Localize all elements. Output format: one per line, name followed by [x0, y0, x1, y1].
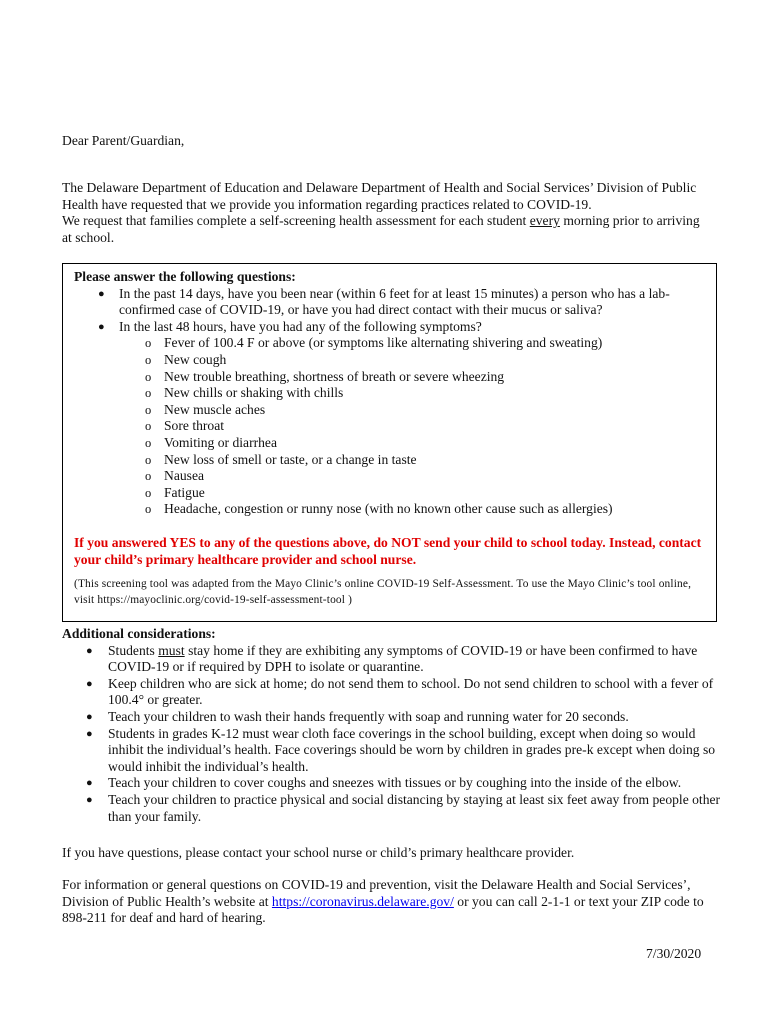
consideration-item — [62, 709, 722, 726]
consideration-text: Teach your children to wash their hands frequently with soap and running water for 20 seconds. — [108, 708, 629, 724]
consideration-text: Teach your children to practice physical and social distancing by staying at least six feet away from people other than your family. — [108, 791, 721, 824]
screening-questions-box — [62, 263, 717, 622]
circle-bullet-icon: o — [145, 419, 152, 434]
coronavirus-delaware-link[interactable]: https://coronavirus.delaware.gov/ — [271, 893, 454, 909]
symptom-text: Nausea — [164, 468, 205, 484]
circle-bullet-icon: o — [145, 435, 152, 450]
symptom-item — [119, 369, 706, 386]
symptom-text: New cough — [164, 351, 227, 367]
circle-bullet-icon: o — [145, 352, 152, 367]
info-before: For information or general questions on COVID-19 and prevention, visit the Delaware Health and Social Services’, Division of Public Health’s website at — [62, 877, 691, 909]
intro-emphasis-every: every — [529, 213, 560, 229]
circle-bullet-icon: o — [145, 469, 152, 484]
intro-paragraph — [62, 180, 712, 246]
consideration-emphasis-must: must — [158, 642, 185, 658]
circle-bullet-icon: o — [145, 369, 152, 384]
symptom-text: New trouble breathing, shortness of breath or severe wheezing — [164, 368, 505, 384]
additional-considerations — [62, 626, 722, 825]
questions-list — [74, 286, 706, 518]
symptom-item — [119, 485, 706, 502]
consideration-after: stay home if they are exhibiting any symptoms of COVID-19 or have been confirmed to have COVID-19 or if required by DPH to isolate or quarantine. — [108, 642, 698, 675]
symptom-text: Fever of 100.4 F or above (or symptoms like alternating shivering and sweating) — [164, 335, 603, 351]
symptom-text: Sore throat — [164, 418, 225, 434]
letter-date: 7/30/2020 — [646, 946, 702, 961]
symptom-item — [119, 501, 706, 518]
symptom-item — [119, 352, 706, 369]
info-text — [62, 877, 722, 927]
symptom-item — [119, 452, 706, 469]
adapted-note: (This screening tool was adapted from the Mayo Clinic’s online COVID-19 Self-Assessment. To use the Mayo Clinic’s tool online, visit https://mayoclinic.org/covid-19-self-assessment-tool ) — [74, 578, 692, 606]
consideration-item — [62, 643, 722, 676]
circle-bullet-icon: o — [145, 485, 152, 500]
symptom-text: Fatigue — [164, 484, 205, 500]
question-text: In the past 14 days, have you been near (within 6 feet for at least 15 minutes) a person who has a lab-confirmed case of COVID-19, or have you had direct contact with their mucus or saliva? — [119, 285, 670, 318]
consideration-item — [62, 676, 722, 709]
symptom-text: Headache, congestion or runny nose (with no known other cause such as allergies) — [164, 501, 613, 517]
consideration-before: Students — [108, 642, 159, 658]
question-item — [74, 319, 706, 518]
circle-bullet-icon: o — [145, 452, 152, 467]
warning-message: If you answered YES to any of the questions above, do NOT send your child to school today. Instead, contact your child’s primary healthcare provider and school nurse. — [74, 534, 702, 567]
intro-line-1: The Delaware Department of Education and Delaware Department of Health and Social Services’ Division of Public Health have requested that we provide you information regarding practices related to COVID-19. — [62, 180, 697, 212]
consideration-text: Students in grades K-12 must wear cloth face coverings in the school building, except when doing so would inhibit the individual’s health. Face coverings should be worn by children in grades pre-k except when doing so would inhibit the individual’s health. — [108, 725, 716, 774]
consideration-text: Keep children who are sick at home; do not send them to school. Do not send children to school with a fever of 100.4° or greater. — [108, 675, 714, 708]
contact-note: If you have questions, please contact your school nurse or child’s primary healthcare provider. — [62, 845, 575, 860]
considerations-list — [62, 643, 722, 826]
bullet-icon: ● — [86, 777, 93, 790]
bullet-icon: ● — [98, 287, 105, 300]
consideration-item — [62, 792, 722, 825]
circle-bullet-icon: o — [145, 502, 152, 517]
questions-title: Please answer the following questions: — [74, 269, 296, 284]
symptom-item — [119, 418, 706, 435]
info-after: or you can call 2-1-1 or text your ZIP code to 898-211 for deaf and hard of hearing. — [62, 893, 704, 926]
circle-bullet-icon: o — [145, 402, 152, 417]
intro-line-2 — [62, 213, 712, 246]
additional-title: Additional considerations: — [62, 626, 216, 641]
consideration-item — [62, 775, 722, 792]
bullet-icon: ● — [98, 320, 105, 333]
bullet-icon: ● — [86, 793, 93, 806]
symptom-item — [119, 385, 706, 402]
symptom-list — [119, 335, 706, 518]
symptom-item — [119, 402, 706, 419]
bullet-icon: ● — [86, 677, 93, 690]
bullet-icon: ● — [86, 710, 93, 723]
bullet-icon: ● — [86, 644, 93, 657]
intro-line-2-after: morning prior to arriving at school. — [62, 213, 700, 245]
symptom-text: New muscle aches — [164, 401, 266, 417]
symptom-text: New chills or shaking with chills — [164, 385, 344, 401]
question-text: In the last 48 hours, have you had any of the following symptoms? — [119, 318, 482, 334]
bullet-icon: ● — [86, 727, 93, 740]
symptom-item — [119, 335, 706, 352]
consideration-text: Teach your children to cover coughs and sneezes with tissues or by coughing into the inside of the elbow. — [108, 775, 682, 791]
symptom-text: Vomiting or diarrhea — [164, 434, 278, 450]
symptom-item — [119, 468, 706, 485]
salutation: Dear Parent/Guardian, — [62, 133, 185, 148]
question-item — [74, 286, 706, 319]
info-paragraph — [62, 877, 722, 927]
symptom-text: New loss of smell or taste, or a change in taste — [164, 451, 417, 467]
symptom-item — [119, 435, 706, 452]
circle-bullet-icon: o — [145, 336, 152, 351]
circle-bullet-icon: o — [145, 386, 152, 401]
intro-line-2-before: We request that families complete a self-screening health assessment for each student — [62, 213, 530, 229]
consideration-item — [62, 726, 722, 776]
